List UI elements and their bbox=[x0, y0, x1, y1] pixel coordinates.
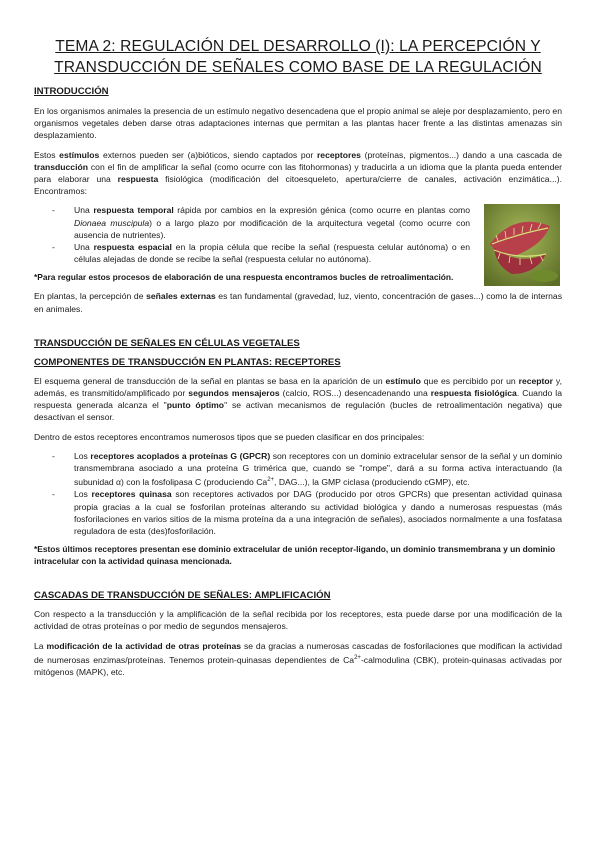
list-item-gpcr: - Los receptores acoplados a proteínas G (GPCR) son receptores con un dominio extracelular sensor de la señal y un dominio transmembrana asociado a una proteína G trimérica que, cuando se "rompe", dará a su forma activa interactuando (la subunidad α) con la fosfolipasa C (produciendo $Ca^{2+}$, DAG...), la GMP ciclasa (produciendo cGMP), etc. bbox=[74, 450, 562, 488]
list-item-respuesta-espacial: - Una respuesta espacial en la propia célula que recibe la señal (respuesta celular autónoma) o en células alejadas de donde se recibe la señal (respuesta celular no autónoma). bbox=[74, 241, 470, 265]
receptores-paragraph-2: Dentro de estos receptores encontramos numerosos tipos que se pueden clasificar en dos principales: bbox=[34, 431, 425, 442]
cascadas-paragraph-1: Con respecto a la transducción y la amplificación de la señal recibida por los receptores, esta puede darse por una modificación de la actividad de otras proteínas o por medio de segundos mensajeros. bbox=[34, 609, 562, 632]
list-item-receptores-quinasa: - Los receptores quinasa son receptores activados por DAG (producido por otros GPCRs) que presentan actividad quinasa propia gracias a la cual se fosforilan proteínas alterando su actividad biológica y dando a numerosas respuestas (más fosforilaciones en varios sitios de la misma proteína da a una integración de señales), asociados normalmente a una fosfatasa reguladora de esta (des)fosforilación. bbox=[74, 488, 562, 537]
response-bullets bbox=[34, 204, 562, 265]
intro-paragraph-3: En plantas, la percepción de señales externas es tan fundamental (gravedad, luz, viento, concentración de gases...) como la de internas en animales. bbox=[34, 291, 562, 314]
page-title: TEMA 2: REGULACIÓN DEL DESARROLLO (I): LA PERCEPCIÓN Y TRANSDUCCIÓN DE SEÑALES COMO BASE DE LA REGULACIÓN bbox=[54, 38, 542, 76]
section-heading-introduccion: INTRODUCCIÓN bbox=[34, 86, 109, 97]
receptor-types-list bbox=[34, 450, 562, 537]
section-heading-transduccion: TRANSDUCCIÓN DE SEÑALES EN CÉLULAS VEGETALES bbox=[34, 337, 300, 349]
subsection-heading-receptores: COMPONENTES DE TRANSDUCCIÓN EN PLANTAS: RECEPTORES bbox=[34, 356, 341, 368]
cascadas-paragraph-2: La modificación de la actividad de otras proteínas se da gracias a numerosas cascadas de fosforilaciones que modifican la actividad de numerosas enzimas/proteínas. Tenemos protein-quinasas dependientes de $Ca^{2+}$-calmodulina (CBK), protein-quinasas activadas por mitógenos (MAPK), etc. bbox=[34, 640, 562, 677]
note-receptores-quinasa: *Estos últimos receptores presentan ese dominio extracelular de unión receptor-ligando, un dominio transmembrana y un dominio intracelular con la actividad quinasa mencionada. bbox=[34, 544, 556, 567]
list-item-respuesta-temporal: - Una respuesta temporal rápida por cambios en la expresión génica (como ocurre en plantas como Dionaea muscipula) o a largo plazo por modificación de la arquitectura vegetal (como ocurre con ausencia de nutrientes). bbox=[74, 204, 470, 241]
receptores-paragraph-1: El esquema general de transducción de la señal en plantas se basa en la aparición de un estímulo que es percibido por un receptor y, además, es transmitido/amplificado por segundos mensajeros (calcio, ROS...) desencadenando una respuesta fisiológica. Cuando la respuesta generada alcanza el "punto óptimo" se activan mecanismos de regulación (bucles de retroalimentación negativa) que desactivan el sensor. bbox=[34, 375, 562, 423]
intro-paragraph-2: Estos estímulos externos pueden ser (a)bióticos, siendo captados por receptores (proteínas, pigmentos...) dando a una cascada de transducción con el fin de amplificar la señal (como ocurre con las fitohormonas) y traducirla a un idioma que la planta pueda entender para elaborar una respuesta fisiológica (modificación del citoesqueleto, apertura/cierre de canales, activación enzimática...). Encontramos: bbox=[34, 149, 563, 197]
intro-paragraph-1: En los organismos animales la presencia de un estímulo negativo desencadena que el propio animal se aleje por desplazamiento, pero en organismos vegetales deben darse otras adaptaciones internas que permitan a las plantas hacer frente a las distintas amenazas sin desplazamiento. bbox=[34, 106, 562, 141]
venus-flytrap-image bbox=[484, 204, 560, 286]
document-page bbox=[34, 36, 562, 685]
note-retroalimentacion: *Para regular estos procesos de elaboración de una respuesta encontramos bucles de retroalimentación. bbox=[34, 272, 454, 283]
section-heading-cascadas: CASCADAS DE TRANSDUCCIÓN DE SEÑALES: AMPLIFICACIÓN bbox=[34, 590, 331, 602]
